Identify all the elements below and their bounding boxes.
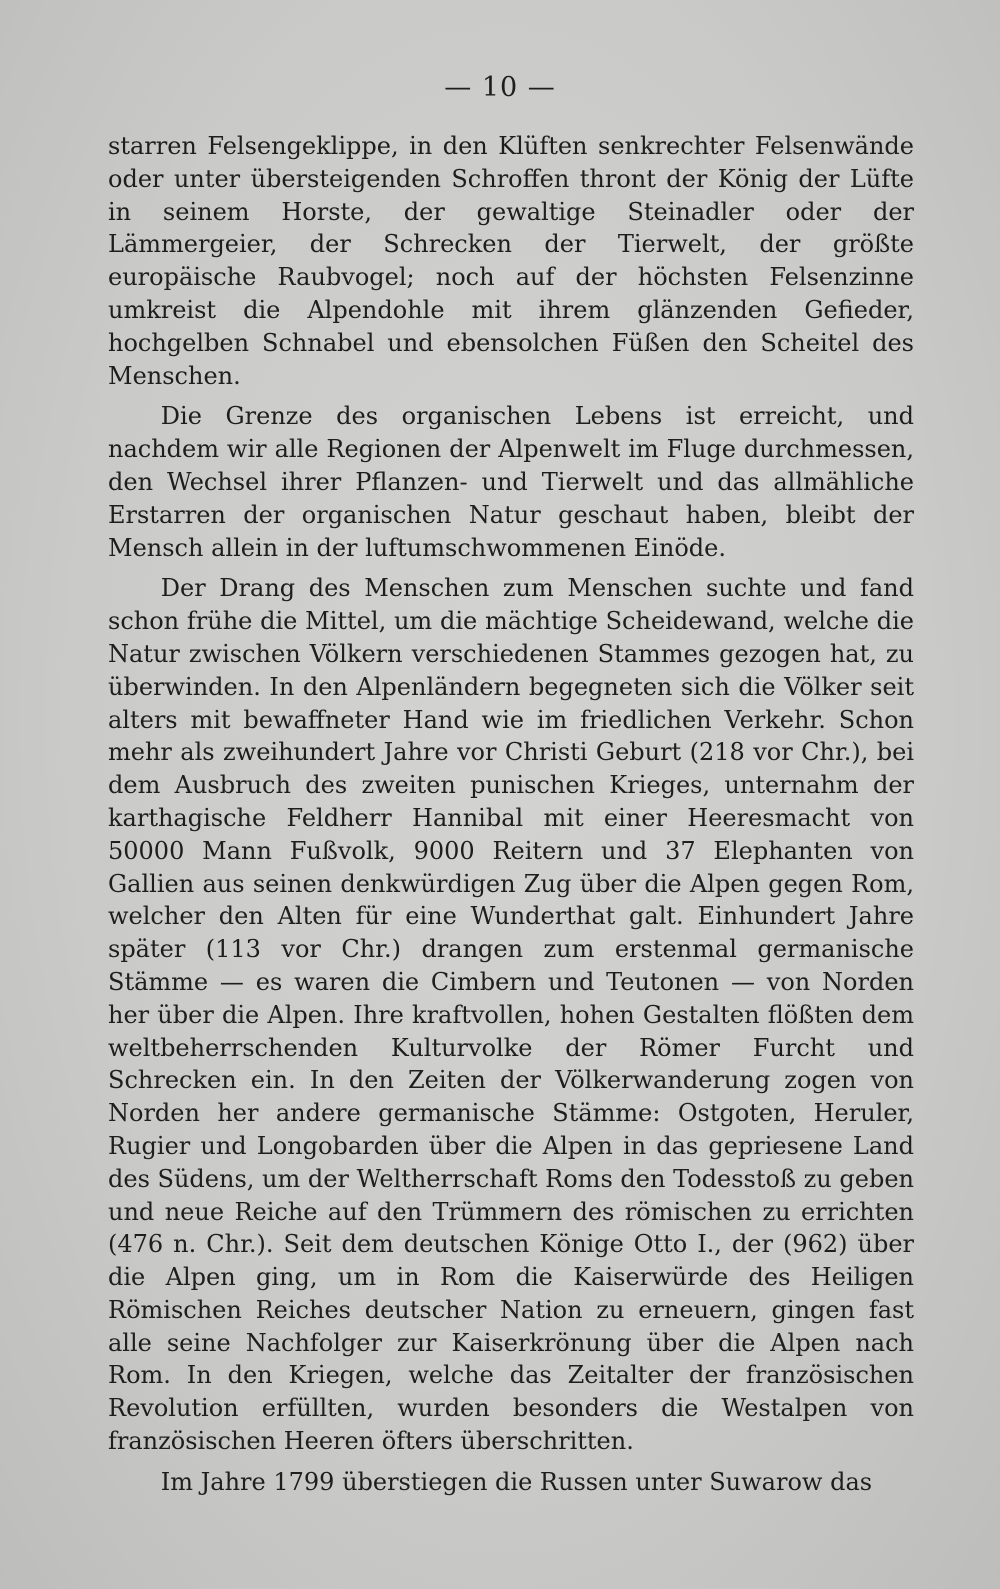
page-number: — 10 — — [444, 72, 556, 103]
paragraph-continuation: starren Felsengeklippe, in den Klüften senkrechter Felsenwände oder unter übersteigenden Schroffen thront der König der Lüfte in seinem Horste, der gewaltige Steinadler oder der Lämmergeier, der Schrecken der Tierwelt, der größte europäische Raubvogel; noch auf der höchsten Felsenzinne umkreist die Alpendohle mit ihrem glänzenden Gefieder, hochgelben Schnabel und ebensolchen Füßen den Scheitel des Menschen. — [108, 132, 914, 390]
paragraph: Im Jahre 1799 überstiegen die Russen unter Suwarow das — [160, 1467, 873, 1496]
body-text — [108, 130, 914, 1499]
paragraph: Die Grenze des organischen Lebens ist erreicht, und nachdem wir alle Regionen der Alpenwelt im Fluge durchmessen, den Wechsel ihrer Pflanzen- und Tierwelt und das allmähliche Erstarren der organischen Natur geschaut haben, bleibt der Mensch allein in der luftumschwommenen Einöde. — [108, 402, 914, 562]
paragraph: Der Drang des Menschen zum Menschen suchte und fand schon frühe die Mittel, um die mächtige Scheidewand, welche die Natur zwischen Völkern verschiedenen Stammes gezogen hat, zu überwinden. In den Alpenländern begegneten sich die Völker seit alters mit bewaffneter Hand wie im friedlichen Verkehr. Schon mehr als zweihundert Jahre vor Christi Geburt (218 vor Chr.), bei dem Ausbruch des zweiten punischen Krieges, unternahm der karthagische Feldherr Hannibal mit einer Heeresmacht von 50000 Mann Fußvolk, 9000 Reitern und 37 Elephanten von Gallien aus seinen denkwürdigen Zug über die Alpen gegen Rom, welcher den Alten für eine Wunderthat galt. Einhundert Jahre später (113 vor Chr.) drangen zum erstenmal germanische Stämme — es waren die Cimbern und Teutonen — von Norden her über die Alpen. Ihre kraftvollen, hohen Gestalten flößten dem weltbeherrschenden Kulturvolke der Römer Furcht und Schrecken ein. In den Zeiten der Völkerwanderung zogen von Norden her andere germanische Stämme: Ostgoten, Heruler, Rugier und Longobarden über die Alpen in das gepriesene Land des Südens, um der Weltherrschaft Roms den Todesstoß zu geben und neue Reiche auf den Trümmern des römischen zu errichten (476 n. Chr.). Seit dem deutschen Könige Otto I., der (962) über die Alpen ging, um in Rom die Kaiserwürde des Heiligen Römischen Reiches deutscher Nation zu erneuern, gingen fast alle seine Nachfolger zur Kaiserkrönung über die Alpen nach Rom. In den Kriegen, welche das Zeitalter der französischen Revolution erfüllten, wurden besonders die Westalpen von französischen Heeren öfters überschritten. — [108, 574, 914, 1456]
